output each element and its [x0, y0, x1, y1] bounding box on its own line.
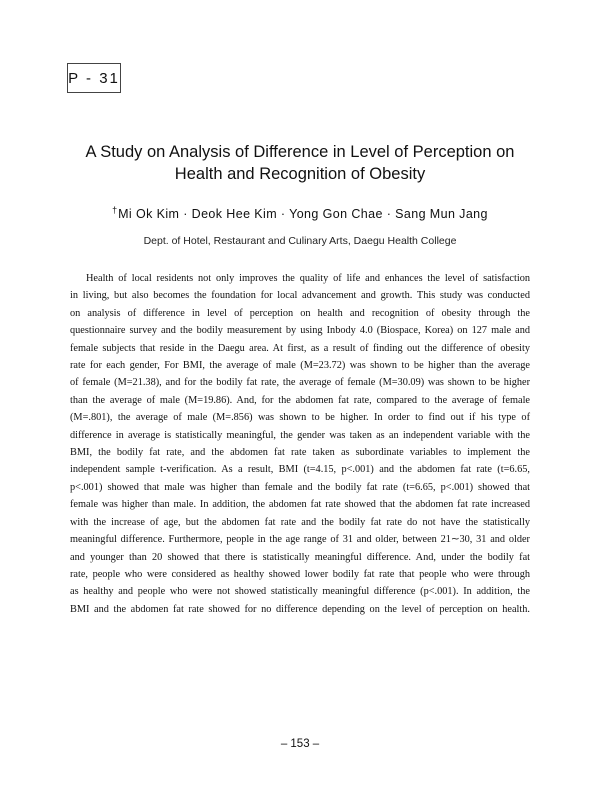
affiliation: Dept. of Hotel, Restaurant and Culinary Arts, Daegu Health College: [143, 235, 457, 247]
abstract-line: as healthy and people who were not showed statistically meaningful difference (p<.001). In addition, the: [70, 586, 530, 598]
abstract-line: rate for each gender, For BMI, the average of male (M=23.72) was shown to be higher than the average: [70, 360, 530, 372]
abstract-line: p<.001) showed that male was higher than female and the bodily fat rate (t=6.65, p<.001) showed that: [70, 481, 530, 493]
abstract-line: female subjects that reside in the Daegu area. At first, as a result of finding out the difference of obesity: [70, 342, 530, 354]
abstract-line: Health of local residents not only improves the quality of life and enhances the level of satisfaction: [86, 273, 530, 284]
abstract-body: [70, 270, 530, 618]
corresponding-author-mark: †: [112, 205, 118, 215]
abstract-line: BMI, the bodily fat rate, and the abdomen fat rate taken as subordinate variables to implement the: [70, 447, 530, 459]
abstract-line: questionnaire survey and the bodily measurement by using Inbody 4.0 (Biospace, Korea) on 127 male and: [70, 325, 530, 337]
page-number: – 153 –: [280, 738, 320, 750]
title-line-2: Health and Recognition of Obesity: [174, 165, 426, 183]
author-names: Mi Ok Kim · Deok Hee Kim · Yong Gon Chae · Sang Mun Jang: [118, 207, 488, 222]
abstract-line: meaningful difference. Furthermore, people in the age range of 31 and older, between 21∼30, 31 and older: [70, 534, 530, 546]
abstract-line: and younger than 20 showed that there is statistically meaningful difference. And, under the bodily fat: [70, 551, 530, 563]
abstract-line: on analysis of difference in level of perception on health and recognition of obesity through the: [70, 307, 530, 319]
abstract-line: with the increase of age, but the abdomen fat rate and the bodily fat rate do not have the statistically: [70, 516, 530, 528]
poster-label: P - 31: [67, 63, 121, 93]
abstract-line: (M=.801), the average of male (M=.856) was shown to be higher. In order to find out if his type of: [70, 412, 530, 424]
abstract-line: independent sample t-verification. As a result, BMI (t=4.15, p<.001) and the abdomen fat rate (t=6.65,: [70, 464, 530, 476]
abstract-line: in living, but also becomes the foundation for local advancement and growth. This study was conducted: [70, 290, 530, 302]
title-line-1: A Study on Analysis of Difference in Level of Perception on: [85, 143, 515, 161]
abstract-line: than the average of male (M=19.86). And, for the abdomen fat rate, compared to the average of female: [70, 394, 530, 406]
abstract-line: rate, people who were considered as healthy showed lower bodily fat rate that people who were through: [70, 568, 530, 580]
abstract-line: difference in average is statistically meaningful, the gender was taken as an independent variable with the: [70, 429, 530, 441]
abstract-line: of female (M=21.38), and for the bodily fat rate, the average of female (M=30.09) was shown to be higher: [70, 377, 530, 389]
author-list: [40, 205, 560, 221]
abstract-line: BMI and the abdomen fat rate showed for no difference depending on the level of perception on health.: [70, 603, 530, 615]
paper-title: [40, 141, 560, 185]
abstract-line: female was higher than male. In addition, the abdomen fat rate showed that the abdomen fat rate increased: [70, 499, 530, 511]
